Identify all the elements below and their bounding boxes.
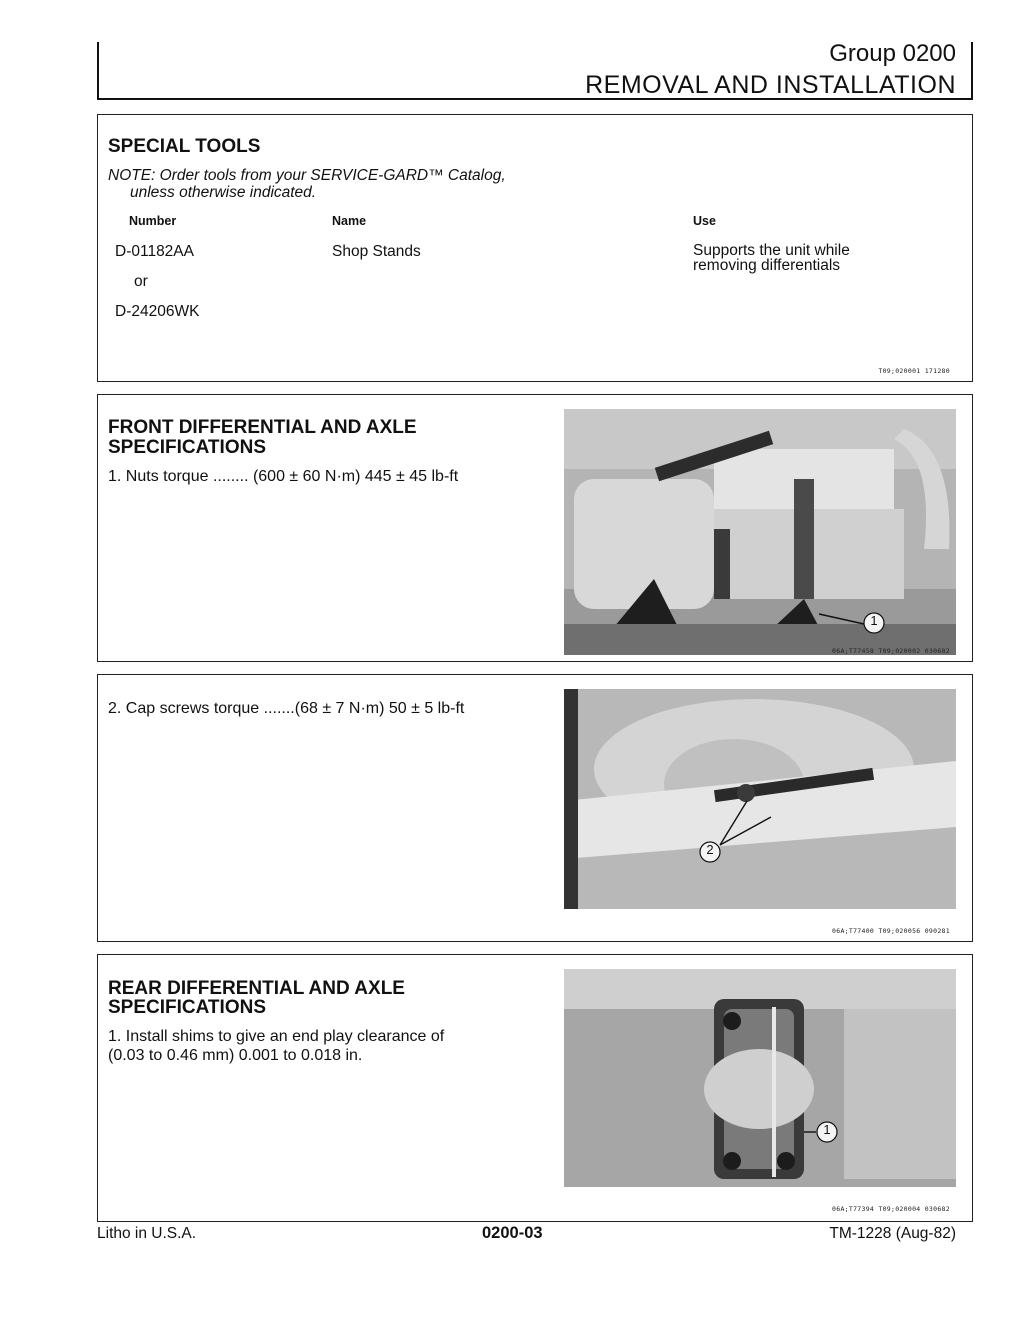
callout-1: 1 [823, 1122, 831, 1137]
nuts-torque-spec: 1. Nuts torque ........ (600 ± 60 N·m) 445 ± 45 lb-ft [108, 468, 459, 485]
column-header-name: Name [332, 214, 367, 228]
reference-code: 06A;T77400 T09;020056 090281 [832, 927, 950, 935]
cap-screws-torque-spec: 2. Cap screws torque .......(68 ± 7 N·m) 50 ± 5 lb-ft [108, 700, 465, 717]
reference-code: 06A;T77458 T09;020002 030682 [832, 647, 950, 655]
special-tools-note-line2: unless otherwise indicated. [130, 184, 317, 201]
cap-screws-photo [564, 689, 956, 909]
special-tools-heading: SPECIAL TOOLS [108, 136, 261, 157]
tool-use-line2: removing differentials [693, 257, 841, 274]
callout-1: 1 [870, 613, 878, 628]
shim-install-illustration [564, 969, 956, 1187]
column-header-use: Use [693, 214, 716, 228]
rear-differential-heading-line1: REAR DIFFERENTIAL AND AXLE [108, 978, 405, 999]
callout-2: 2 [706, 842, 714, 857]
front-differential-heading-line1: FRONT DIFFERENTIAL AND AXLE [108, 417, 417, 438]
tool-number-alt: D-24206WK [115, 303, 200, 320]
manual-id: TM-1228 (Aug-82) [829, 1225, 956, 1242]
tool-use-line1: Supports the unit while [693, 242, 850, 259]
rear-differential-heading-line2: SPECIFICATIONS [108, 997, 266, 1018]
tool-name: Shop Stands [332, 243, 421, 260]
front-differential-box [97, 394, 973, 662]
rear-differential-box [97, 954, 973, 1222]
front-differential-heading-line2: SPECIFICATIONS [108, 437, 266, 458]
footer-litho: Litho in U.S.A. [97, 1225, 197, 1242]
special-tools-box [97, 114, 973, 382]
section-title: REMOVAL AND INSTALLATION [585, 71, 956, 99]
column-header-number: Number [129, 214, 177, 228]
reference-code: T09;020001 171280 [878, 367, 950, 375]
shim-install-photo [564, 969, 956, 1187]
axle-shop-stand-photo [564, 409, 956, 655]
end-play-spec-line1: 1. Install shims to give an end play clearance of [108, 1028, 445, 1045]
cap-screws-box [97, 674, 973, 942]
group-label: Group 0200 [829, 40, 956, 67]
cap-screws-illustration [564, 689, 956, 909]
tool-number-or: or [134, 273, 148, 290]
axle-shop-stand-illustration [564, 409, 956, 655]
end-play-spec-line2: (0.03 to 0.46 mm) 0.001 to 0.018 in. [108, 1047, 363, 1064]
reference-code: 06A;T77394 T09;020004 030682 [832, 1205, 950, 1213]
page-number: 0200-03 [482, 1224, 543, 1242]
special-tools-note-line1: NOTE: Order tools from your SERVICE-GARD™ Catalog, [108, 167, 506, 184]
tool-number: D-01182AA [115, 243, 194, 260]
